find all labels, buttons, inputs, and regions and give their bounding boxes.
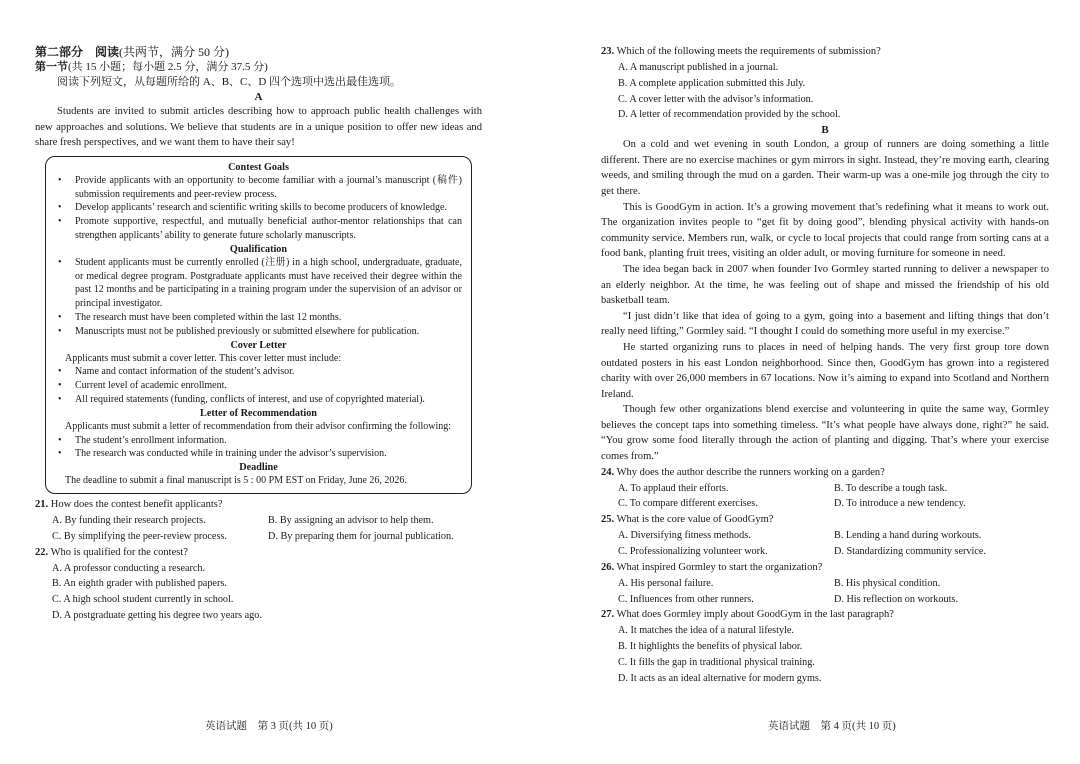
list-item: • All required statements (funding, conflicts of interest, and use of copyrighted material). bbox=[55, 393, 462, 407]
option-c[interactable]: C. It fills the gap in traditional physical training. bbox=[618, 657, 815, 669]
question-25 bbox=[601, 512, 1049, 560]
question-number: 22. bbox=[35, 546, 49, 558]
question-number: 21. bbox=[35, 498, 49, 510]
question-stem: Who is qualified for the contest? bbox=[50, 546, 188, 558]
right-page bbox=[601, 44, 1049, 687]
question-number: 24. bbox=[601, 466, 615, 478]
question-21 bbox=[35, 497, 482, 545]
contest-goals-heading: Contest Goals bbox=[228, 161, 289, 173]
option-c[interactable]: C. To compare different exercises. bbox=[618, 498, 758, 510]
options bbox=[601, 528, 1049, 560]
question-stem: What does Gormley imply about GoodGym in the last paragraph? bbox=[616, 609, 894, 621]
option-b[interactable]: B. A complete application submitted this July. bbox=[618, 77, 806, 89]
question-number: 26. bbox=[601, 561, 615, 573]
list-item: • Manuscripts must not be published previously or submitted elsewhere for publication. bbox=[55, 325, 462, 339]
list-item: • Provide applicants with an opportunity to become familiar with a journal’s manuscript (稿件) submission requirements and peer-review process. bbox=[55, 174, 462, 202]
passage-b-paragraph: The idea began back in 2007 when founder Ivo Gormley started running to deliver a newspaper to an elderly neighbor. At the time, he was feeling out of shape and missed the friendship of his old basketball team. bbox=[601, 263, 1049, 307]
list-item: • Promote supportive, respectful, and mutually beneficial author-mentor relationships that can strengthen applicants’ ability to generate future scholarly manuscripts. bbox=[55, 215, 462, 243]
option-d[interactable]: D. His reflection on workouts. bbox=[834, 593, 958, 605]
option-a[interactable]: A. It matches the idea of a natural lifestyle. bbox=[618, 625, 794, 637]
deadline-heading: Deadline bbox=[239, 462, 278, 474]
question-stem: Why does the author describe the runners working on a garden? bbox=[616, 466, 885, 478]
page-footer-left: 英语试题 第 3 页(共 10 页) bbox=[205, 721, 333, 732]
option-b[interactable]: B. By assigning an advisor to help them. bbox=[268, 514, 434, 526]
contest-goals-list bbox=[55, 174, 462, 243]
question-24 bbox=[601, 465, 1049, 513]
options bbox=[601, 481, 1049, 513]
passage-b-paragraph: This is GoodGym in action. It’s a growing movement that’s redefining what it means to work out. The organization invites people to “get fit by doing good”, blending physical activity with hands-on community service. Members run, walk, or cycle to local projects that could range from sorting cans at a food bank, planting fruit trees, visiting an older adult, or moving furniture for someone in need. bbox=[601, 201, 1049, 260]
question-stem: How does the contest benefit applicants? bbox=[50, 498, 223, 510]
option-d[interactable]: D. A postgraduate getting his degree two years ago. bbox=[52, 609, 262, 621]
recommendation-list bbox=[55, 434, 462, 462]
options bbox=[35, 561, 482, 624]
option-d[interactable]: D. A letter of recommendation provided by the school. bbox=[618, 109, 841, 121]
recommendation-heading: Letter of Recommendation bbox=[200, 407, 317, 419]
recommendation-intro: Applicants must submit a letter of recommendation from their advisor confirming the following: bbox=[65, 420, 452, 432]
passage-b-paragraph: He started organizing runs to places in need of helping hands. The very first group tore down outdated posters in his east London neighborhood. Since then, GoodGym has grown into a registered charity with over 26,000 members in 67 locations. Now it’s aiming to expand into Scotland and Northern Ireland. bbox=[601, 341, 1049, 400]
page-footer-right: 英语试题 第 4 页(共 10 页) bbox=[768, 721, 896, 732]
instruction: 阅读下列短文，从每题所给的 A、B、C、D 四个选项中选出最佳选项。 bbox=[57, 76, 402, 88]
option-d[interactable]: D. To introduce a new tendency. bbox=[834, 498, 966, 510]
list-item: • The student’s enrollment information. bbox=[55, 434, 462, 448]
question-number: 23. bbox=[601, 46, 615, 57]
question-number: 25. bbox=[601, 514, 615, 526]
option-c[interactable]: C. A high school student currently in school. bbox=[52, 594, 234, 606]
options bbox=[35, 513, 482, 545]
list-item: • Current level of academic enrollment. bbox=[55, 379, 462, 393]
passage-a-intro: Students are invited to submit articles describing how to approach public health challenges with new approaches and solutions. We believe that students are in a unique position to offer new ideas and share fresh perspectives, and we want them to have their say! bbox=[35, 106, 482, 149]
option-c[interactable]: C. A cover letter with the advisor’s information. bbox=[618, 93, 814, 105]
passage-b-paragraph: On a cold and wet evening in south London, a group of runners are doing something a little different. There are no exercise machines or gym mirrors in sight. Instead, they’re moving earth, clearing weeds, and smiling through the mud on a garden. Their warm-up was a one-mile jog through the city to get there. bbox=[601, 139, 1049, 197]
option-d[interactable]: D. It acts as an ideal alternative for modern gyms. bbox=[618, 672, 822, 684]
qualification-heading: Qualification bbox=[229, 243, 288, 255]
option-c[interactable]: C. Professionalizing volunteer work. bbox=[618, 546, 768, 558]
list-item: • The research was conducted while in training under the advisor’s supervision. bbox=[55, 447, 462, 461]
option-b[interactable]: B. Lending a hand during workouts. bbox=[834, 530, 982, 542]
list-item: • The research must have been completed within the last 12 months. bbox=[55, 311, 462, 325]
option-a[interactable]: A. A professor conducting a research. bbox=[52, 562, 206, 574]
question-22 bbox=[35, 545, 482, 624]
option-c[interactable]: C. By simplifying the peer-review process. bbox=[52, 530, 227, 542]
question-stem: What is the core value of GoodGym? bbox=[616, 514, 774, 526]
list-item: • Name and contact information of the student’s advisor. bbox=[55, 365, 462, 379]
options bbox=[601, 60, 1049, 123]
passage-letter-b: B bbox=[821, 124, 829, 137]
question-number: 27. bbox=[601, 609, 615, 621]
option-b[interactable]: B. To describe a tough task. bbox=[834, 482, 948, 494]
qualification-list bbox=[55, 256, 462, 339]
options bbox=[601, 576, 1049, 608]
option-d[interactable]: D. By preparing them for journal publication. bbox=[268, 530, 454, 542]
list-item: • Develop applicants’ research and scientific writing skills to become producers of knowledge. bbox=[55, 201, 462, 215]
cover-letter-list bbox=[55, 365, 462, 406]
cover-letter-heading: Cover Letter bbox=[230, 339, 287, 351]
question-23 bbox=[601, 44, 1049, 123]
option-a[interactable]: A. A manuscript published in a journal. bbox=[618, 62, 779, 73]
subsection-title: 第一节(共 15 小题；每小题 2.5 分，满分 37.5 分) bbox=[35, 61, 268, 73]
question-26 bbox=[601, 560, 1049, 608]
option-b[interactable]: B. An eighth grader with published papers. bbox=[52, 578, 227, 590]
question-27 bbox=[601, 607, 1049, 686]
contest-info-box bbox=[45, 156, 472, 494]
options bbox=[601, 623, 1049, 686]
passage-b-paragraph: Though few other organizations blend exercise and volunteering in quite the same way, Gormley believes the concept taps into something timeless. “It’s what people have always done, right?” he said. “You grow some food literally through the action of planting and digging. That’s where your exercise comes from.” bbox=[601, 404, 1049, 463]
deadline-text: The deadline to submit a final manuscript is 5 : 00 PM EST on Friday, June 26, 2026. bbox=[65, 475, 407, 487]
left-page bbox=[35, 44, 482, 624]
option-a[interactable]: A. To applaud their efforts. bbox=[618, 482, 729, 494]
option-c[interactable]: C. Influences from other runners. bbox=[618, 593, 754, 605]
option-a[interactable]: A. His personal failure. bbox=[618, 577, 714, 589]
option-b[interactable]: B. His physical condition. bbox=[834, 577, 941, 589]
cover-letter-intro: Applicants must submit a cover letter. This cover letter must include: bbox=[65, 352, 342, 364]
list-item: • Student applicants must be currently enrolled (注册) in a high school, undergraduate, graduate, or medical degree program. Postgraduate applicants must have received their degree within the past 12 months and be participating in a training program under the supervision of an advisor or principal investigator. bbox=[55, 256, 462, 311]
passage-letter-a: A bbox=[254, 91, 263, 103]
option-a[interactable]: A. Diversifying fitness methods. bbox=[618, 530, 751, 542]
option-a[interactable]: A. By funding their research projects. bbox=[52, 514, 206, 526]
section-title: 第二部分 阅读(共两节，满分 50 分) bbox=[35, 45, 230, 59]
question-stem: What inspired Gormley to start the organization? bbox=[616, 561, 823, 573]
question-stem: Which of the following meets the requirements of submission? bbox=[616, 46, 881, 57]
option-d[interactable]: D. Standardizing community service. bbox=[834, 546, 986, 558]
passage-b-paragraph: “I just didn’t like that idea of going to a gym, going into a basement and lifting things that don’t really need lifting,” Gormley said. “I thought I could do something more useful in my exercise.” bbox=[601, 310, 1049, 338]
option-b[interactable]: B. It highlights the benefits of physical labor. bbox=[618, 641, 803, 653]
